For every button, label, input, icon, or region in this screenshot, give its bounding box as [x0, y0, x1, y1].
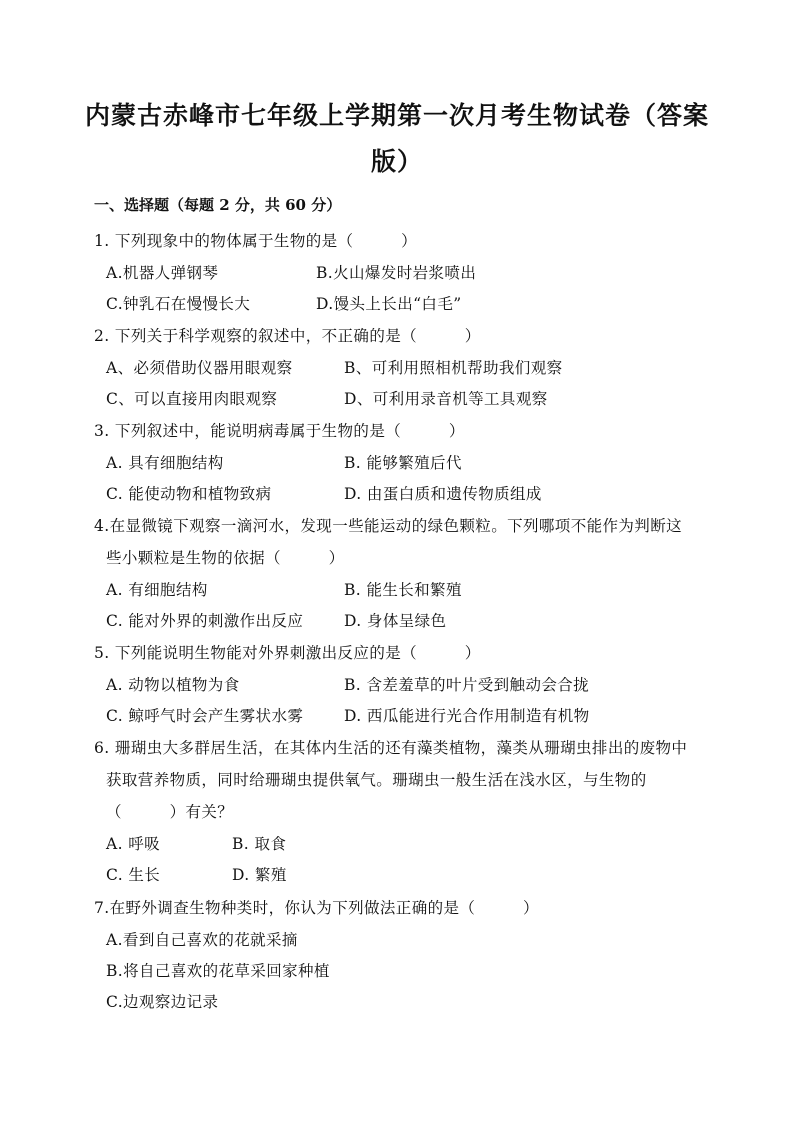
- question-2-option-b: B、可利用照相机帮助我们观察: [344, 359, 563, 377]
- question-4-option-a: A. 有细胞结构: [106, 581, 208, 599]
- question-5-option-a: A. 动物以植物为食: [106, 676, 240, 694]
- question-1-stem: 1. 下列现象中的物体属于生物的是（ ）: [94, 232, 418, 250]
- page-title: 内蒙古赤峰市七年级上学期第一次月考生物试卷（答案: [84, 101, 709, 130]
- question-2-option-c: C、可以直接用肉眼观察: [106, 390, 278, 408]
- question-6-stem: 6. 珊瑚虫大多群居生活，在其体内生活的还有藻类植物，藻类从珊瑚虫排出的废物中: [94, 739, 688, 757]
- question-2-option-d: D、可利用录音机等工具观察: [344, 390, 548, 408]
- question-5-option-b: B. 含差羞草的叶片受到触动会合拢: [344, 676, 590, 694]
- section-heading: 一、选择题（每题 2 分，共 60 分）: [94, 196, 342, 214]
- question-6-option-a: A. 呼吸: [106, 835, 161, 853]
- question-3-option-a: A. 具有细胞结构: [106, 454, 224, 472]
- question-7-option-c: C.边观察边记录: [106, 993, 219, 1011]
- question-6-option-c: C. 生长: [106, 866, 161, 884]
- question-2-stem: 2. 下列关于科学观察的叙述中，不正确的是（ ）: [94, 327, 481, 345]
- question-1-option-d: D.馒头上长出“白毛”: [316, 295, 462, 313]
- question-6-option-d: D. 繁殖: [232, 866, 287, 884]
- question-1-option-a: A.机器人弹钢琴: [106, 264, 219, 282]
- question-4-stem-continued: 些小颗粒是生物的依据（ ）: [106, 549, 345, 567]
- question-4-option-b: B. 能生长和繁殖: [344, 581, 462, 599]
- question-7-stem: 7.在野外调查生物种类时，你认为下列做法正确的是（ ）: [94, 899, 539, 917]
- question-1-option-b: B.火山爆发时岩浆喷出: [316, 264, 477, 282]
- question-5-option-c: C. 鲸呼气时会产生雾状水雾: [106, 707, 304, 725]
- question-3-stem: 3. 下列叙述中，能说明病毒属于生物的是（ ）: [94, 422, 465, 440]
- question-6-option-b: B. 取食: [232, 835, 287, 853]
- question-1-option-c: C.钟乳石在慢慢长大: [106, 295, 251, 313]
- page-title-continued: 版）: [370, 147, 423, 176]
- question-3-option-d: D. 由蛋白质和遗传物质组成: [344, 485, 542, 503]
- question-3-option-b: B. 能够繁殖后代: [344, 454, 462, 472]
- question-6-stem-continued-2: （ ）有关？: [106, 803, 234, 821]
- question-6-stem-continued: 获取营养物质，同时给珊瑚虫提供氧气。珊瑚虫一般生活在浅水区，与生物的: [106, 771, 647, 789]
- question-3-option-c: C. 能使动物和植物致病: [106, 485, 272, 503]
- question-4-stem: 4.在显微镜下观察一滴河水，发现一些能运动的绿色颗粒。下列哪项不能作为判断这: [94, 517, 682, 535]
- question-2-option-a: A、必须借助仪器用眼观察: [106, 359, 293, 377]
- question-5-option-d: D. 西瓜能进行光合作用制造有机物: [344, 707, 590, 725]
- question-4-option-d: D. 身体呈绿色: [344, 612, 447, 630]
- question-7-option-b: B.将自己喜欢的花草采回家种植: [106, 962, 330, 980]
- question-7-option-a: A.看到自己喜欢的花就采摘: [106, 931, 298, 949]
- question-4-option-c: C. 能对外界的刺激作出反应: [106, 612, 304, 630]
- question-5-stem: 5. 下列能说明生物能对外界刺激出反应的是（ ）: [94, 644, 481, 662]
